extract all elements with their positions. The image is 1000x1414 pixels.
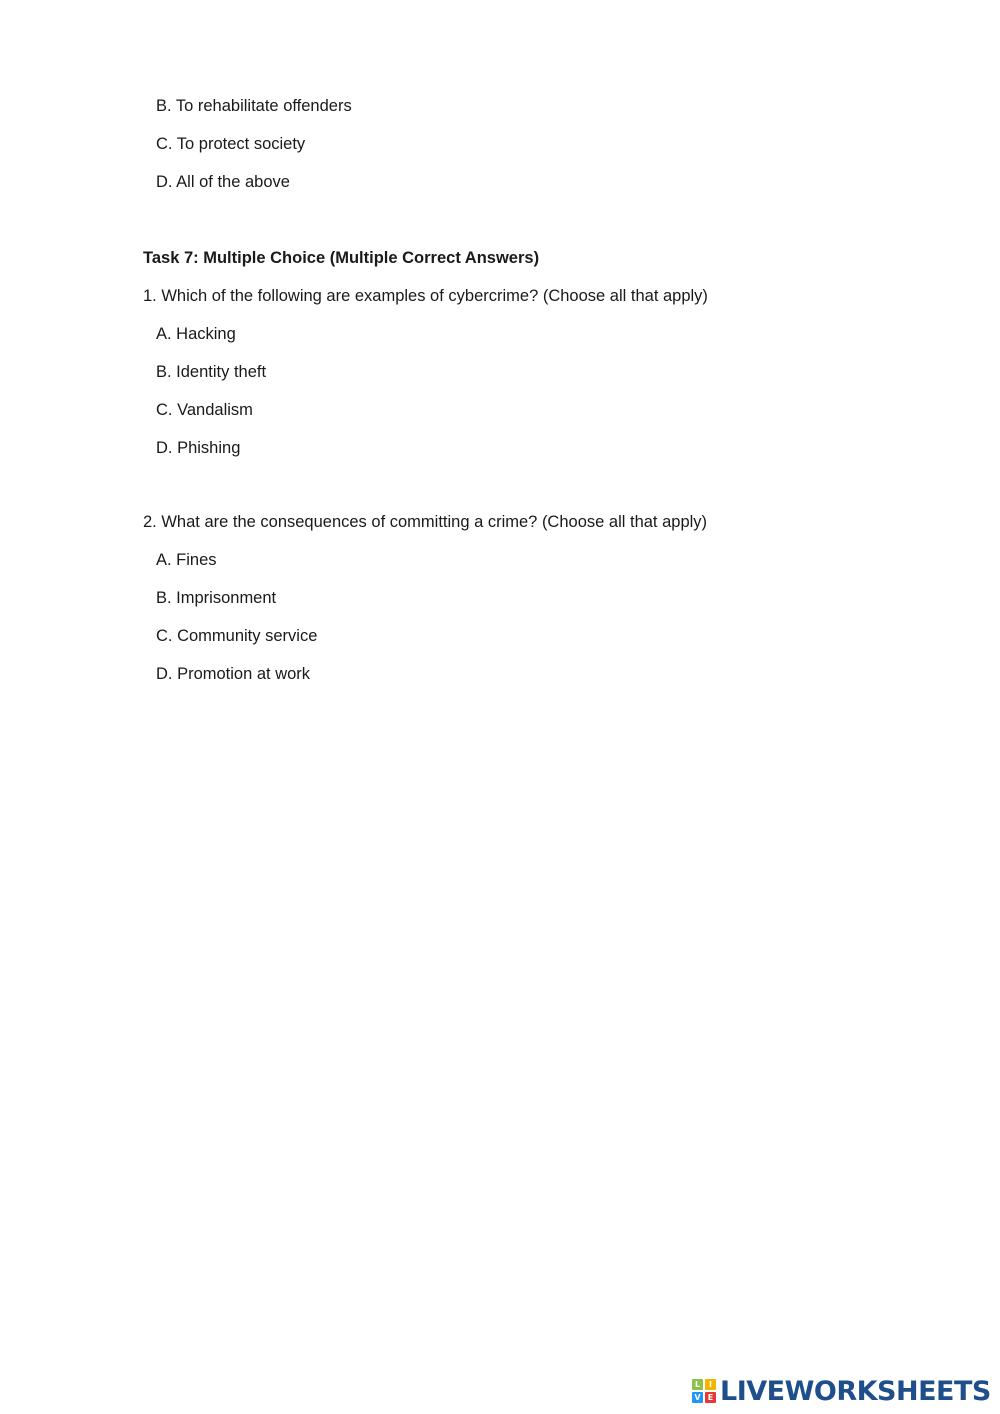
logo-tile-v: V: [692, 1392, 703, 1403]
question-1: 1. Which of the following are examples of cybercrime? (Choose all that apply): [143, 287, 708, 305]
question-2: 2. What are the consequences of committing a crime? (Choose all that apply): [143, 513, 708, 531]
task-heading: Task 7: Multiple Choice (Multiple Correct Answers): [143, 249, 540, 267]
prev-option-c: C. To protect society: [156, 135, 306, 153]
brand-name: LIVEWORKSHEETS: [720, 1375, 991, 1407]
prev-option-b: B. To rehabilitate offenders: [156, 97, 352, 115]
logo-grid-icon: [692, 1379, 716, 1403]
logo-tile-i: I: [705, 1379, 716, 1390]
q1-option-b: B. Identity theft: [156, 363, 267, 381]
logo-tile-e: E: [705, 1392, 716, 1403]
q2-option-d: D. Promotion at work: [156, 665, 311, 683]
q2-option-c: C. Community service: [156, 627, 318, 645]
q2-option-a: A. Fines: [156, 551, 217, 569]
q1-option-c: C. Vandalism: [156, 401, 253, 419]
logo-tile-l: L: [692, 1379, 703, 1390]
q1-option-a: A. Hacking: [156, 325, 236, 343]
liveworksheets-logo[interactable]: [692, 1374, 991, 1408]
q1-option-d: D. Phishing: [156, 439, 241, 457]
prev-option-d: D. All of the above: [156, 173, 290, 191]
q2-option-b: B. Imprisonment: [156, 589, 277, 607]
